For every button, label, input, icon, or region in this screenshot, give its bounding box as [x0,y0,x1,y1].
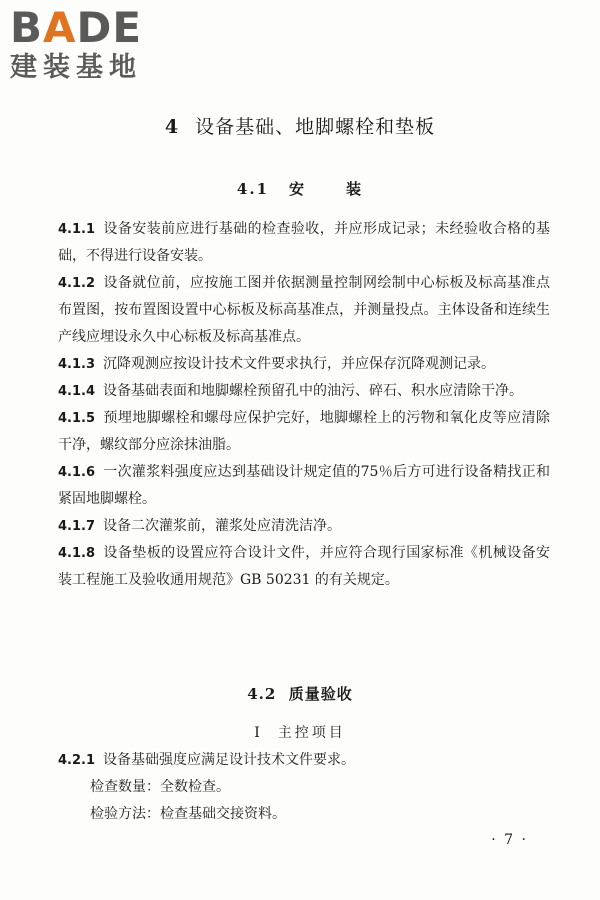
subheading-main-control-items: Ⅰ 主控项目 [254,725,346,741]
clause-4-1-1: 4.1.1 设备安装前应进行基础的检查验收，并应形成记录；未经验收合格的基础，不得进行设备安装。 [58,221,550,264]
clause-4-1-5: 4.1.5 预埋地脚螺栓和螺母应保护完好，地脚螺栓上的污物和氧化皮等应清除干净，螺纹部分应涂抹油脂。 [58,410,550,453]
chapter-number: 4 [164,116,180,138]
section-4-1-title: 4.1 安 装 [236,180,364,198]
section-4-2-title: 4.2 质量验收 [247,685,353,703]
inspection-quantity: 检查数量：全数检查。 [90,779,230,795]
clauses-section-4-1 [58,216,550,594]
clauses-section-4-2 [58,747,550,828]
clause-4-2-1: 4.2.1 设备基础强度应满足设计技术文件要求。 [58,752,356,768]
clause-4-1-3: 4.1.3 沉降观测应按设计技术文件要求执行，并应保存沉降观测记录。 [58,356,496,372]
logo-chinese-text: 建装基地 [10,52,142,83]
site-logo [10,3,180,84]
page-number: · 7 · [491,832,528,848]
clause-4-1-7: 4.1.7 设备二次灌浆前，灌浆处应清洗洁净。 [58,518,342,534]
clause-4-1-4: 4.1.4 设备基础表面和地脚螺栓预留孔中的油污、碎石、积水应清除干净。 [58,383,524,399]
clause-4-1-6: 4.1.6 一次灌浆料强度应达到基础设计规定值的75％后方可进行设备精找正和紧固地脚螺栓。 [58,464,550,507]
inspection-method: 检验方法：检查基础交接资料。 [90,806,286,822]
clause-4-1-8: 4.1.8 设备垫板的设置应符合设计文件，并应符合现行国家标准《机械设备安装工程施工及验收通用规范》GB 50231 的有关规定。 [58,545,550,588]
logo-wordmark: BADE [10,3,143,52]
clause-4-1-2: 4.1.2 设备就位前，应按施工图并依据测量控制网绘制中心标板及标高基准点布置图，按布置图设置中心标板及标高基准点，并测量投点。主体设备和连续生产线应埋设永久中心标板及标高基准点。 [58,275,550,345]
chapter-title-text: 设备基础、地脚螺栓和垫板 [195,116,436,138]
chapter-title [0,112,600,139]
